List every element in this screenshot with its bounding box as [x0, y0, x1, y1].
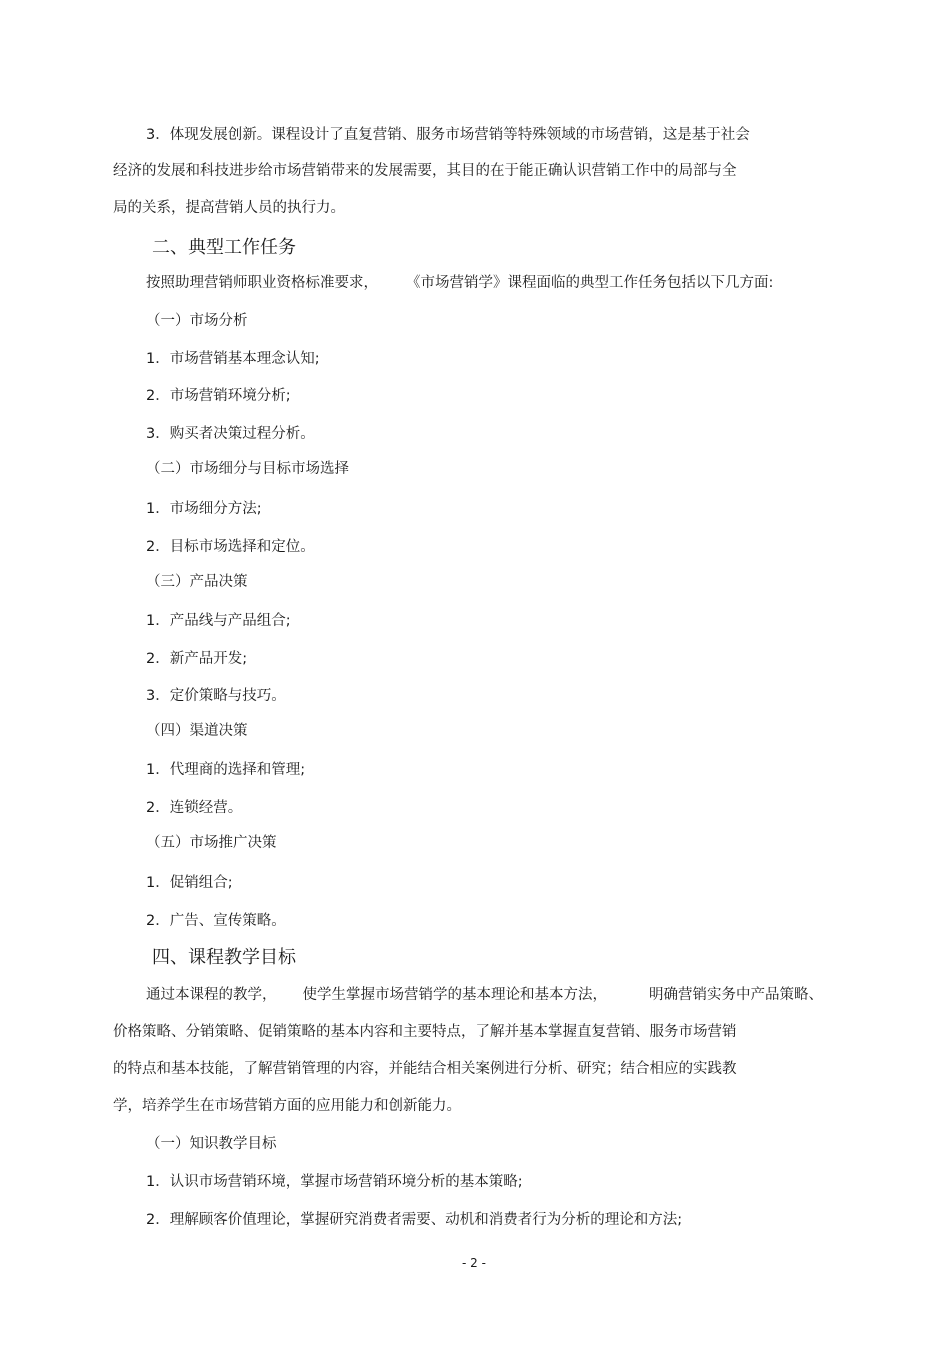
intro-line-1: 3．体现发展创新。课程设计了直复营销、服务市场营销等特殊领域的市场营销，这是基于社会: [146, 127, 750, 143]
list-item: 3．购买者决策过程分析。: [146, 426, 315, 442]
group-title: （三）产品决策: [146, 574, 248, 590]
objectives-line-1: [146, 985, 823, 1005]
list-item: 1．市场营销基本理念认知;: [146, 351, 320, 367]
objectives-line-1-part-c: 明确营销实务中产品策略、: [649, 987, 823, 1003]
objectives-line-3: 的特点和基本技能，了解营销管理的内容，并能结合相关案例进行分析、研究；结合相应的实践教: [113, 1061, 737, 1077]
list-item: 1．代理商的选择和管理;: [146, 762, 306, 778]
subsection-title: （一）知识教学目标: [146, 1136, 277, 1152]
group-title: （四）渠道决策: [146, 723, 248, 739]
list-item: 3．定价策略与技巧。: [146, 688, 286, 704]
list-item: 1．市场细分方法;: [146, 501, 262, 517]
group-title: （二）市场细分与目标市场选择: [146, 461, 349, 477]
section-heading-objectives: 四、课程教学目标: [152, 947, 296, 968]
intro-line-2: 经济的发展和科技进步给市场营销带来的发展需要，其目的在于能正确认识营销工作中的局部与全: [113, 163, 737, 179]
list-item: 1．产品线与产品组合;: [146, 613, 291, 629]
section-heading-tasks: 二、典型工作任务: [152, 237, 296, 258]
objectives-line-1-part-a: 通过本课程的教学，: [146, 987, 277, 1003]
tasks-intro: [146, 273, 773, 293]
objectives-line-1-part-b: 使学生掌握市场营销学的基本理论和基本方法，: [302, 987, 607, 1003]
tasks-intro-part-b: 《市场营销学》课程面临的典型工作任务包括以下几方面:: [406, 275, 774, 291]
list-item: 2．连锁经营。: [146, 800, 243, 816]
list-item: 2．理解顾客价值理论，掌握研究消费者需要、动机和消费者行为分析的理论和方法;: [146, 1212, 683, 1228]
list-item: 2．广告、宣传策略。: [146, 913, 286, 929]
intro-line-3: 局的关系，提高营销人员的执行力。: [113, 200, 345, 216]
group-title: （五）市场推广决策: [146, 835, 277, 851]
list-item: 2．目标市场选择和定位。: [146, 539, 315, 555]
objectives-line-4: 学，培养学生在市场营销方面的应用能力和创新能力。: [113, 1098, 461, 1114]
list-item: 2．新产品开发;: [146, 651, 248, 667]
list-item: 1．认识市场营销环境，掌握市场营销环境分析的基本策略;: [146, 1174, 523, 1190]
list-item: 1．促销组合;: [146, 875, 233, 891]
tasks-intro-part-a: 按照助理营销师职业资格标准要求，: [146, 275, 378, 291]
list-item: 2．市场营销环境分析;: [146, 388, 291, 404]
page-number: - 2 -: [462, 1256, 486, 1270]
group-title: （一）市场分析: [146, 313, 248, 329]
objectives-line-2: 价格策略、分销策略、促销策略的基本内容和主要特点，了解并基本掌握直复营销、服务市场营销: [113, 1024, 737, 1040]
